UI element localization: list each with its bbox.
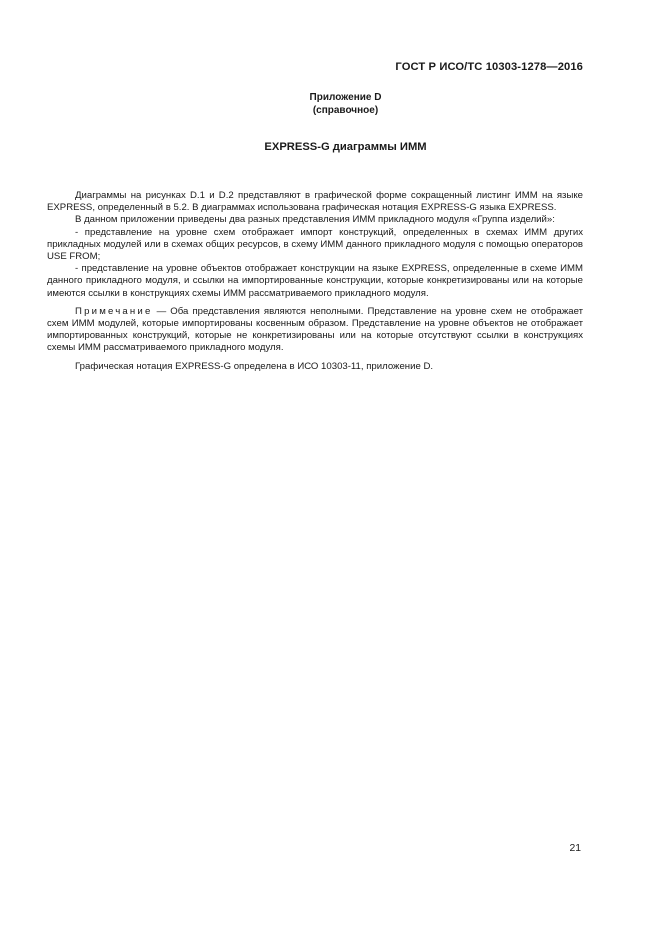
note-text: — Оба представления являются неполными. Представление на уровне схем не отображает схем ИММ модулей, которые импортированы косвенным образом. Представление на уровне объектов не отображает импортированных конструкций, которые не конкретизированы или на которые отсутствуют ссылки в конструкциях схемы ИММ рассматриваемого прикладного модуля.: [47, 305, 583, 354]
body-text: [47, 190, 583, 373]
annex-subtitle: (справочное): [312, 105, 379, 116]
annex-heading: [0, 91, 661, 117]
document-code-header: ГОСТ Р ИСО/ТС 10303-1278—2016: [395, 61, 583, 73]
section-title: EXPRESS-G диаграммы ИММ: [264, 141, 427, 153]
list-item-object-level: - представление на уровне объектов отображает конструкции на языке EXPRESS, определенные в схеме ИММ данного прикладного модуля, и ссылки на импортированные конструкции, которые конкретизированы или на которые имеются ссылки в конструкциях схемы ИММ рассматриваемого прикладного модуля.: [47, 263, 583, 299]
note-paragraph: [47, 306, 583, 355]
annex-title: Приложение D: [309, 92, 382, 103]
list-item-schema-level: - представление на уровне схем отображает импорт конструкций, определенных в схемах ИММ других прикладных модулей или в схемах общих ресурсов, в схему ИММ данного прикладного модуля с помощью операторов USE FROM;: [47, 226, 583, 263]
paragraph-representations: В данном приложении приведены два разных представления ИММ прикладного модуля «Группа изделий»:: [75, 214, 555, 226]
page-number: 21: [569, 843, 581, 854]
note-label: Примечание: [75, 305, 153, 317]
paragraph-intro: Диаграммы на рисунках D.1 и D.2 представляют в графической форме сокращенный листинг ИММ на языке EXPRESS, определенный в 5.2. В диаграммах использована графическая нотация EXPRESS-G языка EXPRESS.: [47, 190, 583, 214]
paragraph-notation: Графическая нотация EXPRESS-G определена в ИСО 10303-11, приложение D.: [75, 360, 434, 372]
